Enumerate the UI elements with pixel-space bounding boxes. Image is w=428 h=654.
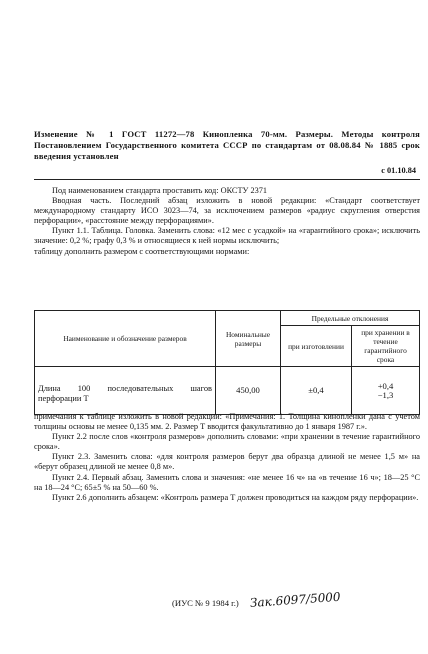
divider: [34, 179, 420, 180]
col-name-header: Наименование и обозначение размеров: [35, 311, 216, 367]
table-row: [35, 367, 420, 415]
paragraph-table-intro: таблицу дополнить размером с соответствующими нормами:: [34, 246, 250, 256]
col-nominal-header: Номинальные размеры: [216, 311, 281, 367]
effective-date: с 01.10.84: [381, 166, 416, 175]
dimensions-table: [34, 310, 420, 415]
col-limits-header: Предельные отклонения: [281, 311, 420, 326]
row-nominal: 450,00: [216, 367, 281, 415]
row-storage: [352, 367, 420, 415]
row-name: Длина 100 последовательных шагов перфорации Т: [35, 367, 216, 415]
source-reference: (ИУС № 9 1984 г.): [172, 598, 239, 608]
row-storage-minus: −1,3: [377, 389, 394, 400]
paragraph-clause-1-1: Пункт 1.1. Таблица. Головка. Заменить слова: «12 мес с усадкой» на «гарантийного срока»; исключить значение: 0,2 %; графу 0,3 % и относящиеся к ней нормы исключить;: [34, 226, 420, 246]
paragraph-intro: Вводная часть. Последний абзац изложить в новой редакции: «Стандарт соответствует международному стандарту ИСО 3023—74, за исключением размеров «радиус скругления отверстия перфорации», «расстояние между перфорациями».: [34, 196, 420, 226]
paragraph-notes: примечания к таблице изложить в новой редакции: «Примечания: 1. Толщина кинопленки дана с учетом толщины основы не менее 0,135 мм. 2. Размер Т вводится факультативно до 1 января 1987 г.».: [34, 412, 420, 432]
paragraph-clause-2-6: Пункт 2.6 дополнить абзацем: «Контроль размера Т должен проводиться на каждом ряду перфорации».: [52, 492, 419, 502]
paragraph-clause-2-4: Пункт 2.4. Первый абзац. Заменить слова и значения: «не менее 16 ч» на «в течение 16 ч»; 18—25 °С на 18—24 °С; 65±5 % на 50—60 %.: [34, 472, 420, 492]
paragraph-clause-2-2: Пункт 2.2 после слов «контроля размеров» дополнить словами: «при хранении в течение гарантийного срока».: [34, 432, 420, 452]
col-storage-header: при хранении в течение гарантийного срока: [352, 326, 420, 367]
handwritten-order-number: Зак.6097/5000: [249, 589, 342, 610]
paragraph-clause-2-3: Пункт 2.3. Заменить слова: «для контроля размеров берут два образца длиной не менее 1,5 м» на «берут образец длиной не менее 0,8 м».: [34, 452, 420, 472]
amendment-body: [34, 186, 420, 257]
col-manufacture-header: при изготовлении: [281, 326, 352, 367]
row-manufacture: ±0,4: [281, 367, 352, 415]
amendment-body-continued: [34, 412, 420, 503]
row-storage-plus: +0,4: [377, 380, 394, 391]
amendment-title: Изменение № 1 ГОСТ 11272—78 Кинопленка 70-мм. Размеры. Методы контроля Постановлением Государственного комитета СССР по стандартам от 08.08.84 № 1885 срок введения установлен: [34, 129, 420, 161]
paragraph-okstu: Под наименованием стандарта проставить код: ОКСТУ 2371: [52, 186, 268, 195]
